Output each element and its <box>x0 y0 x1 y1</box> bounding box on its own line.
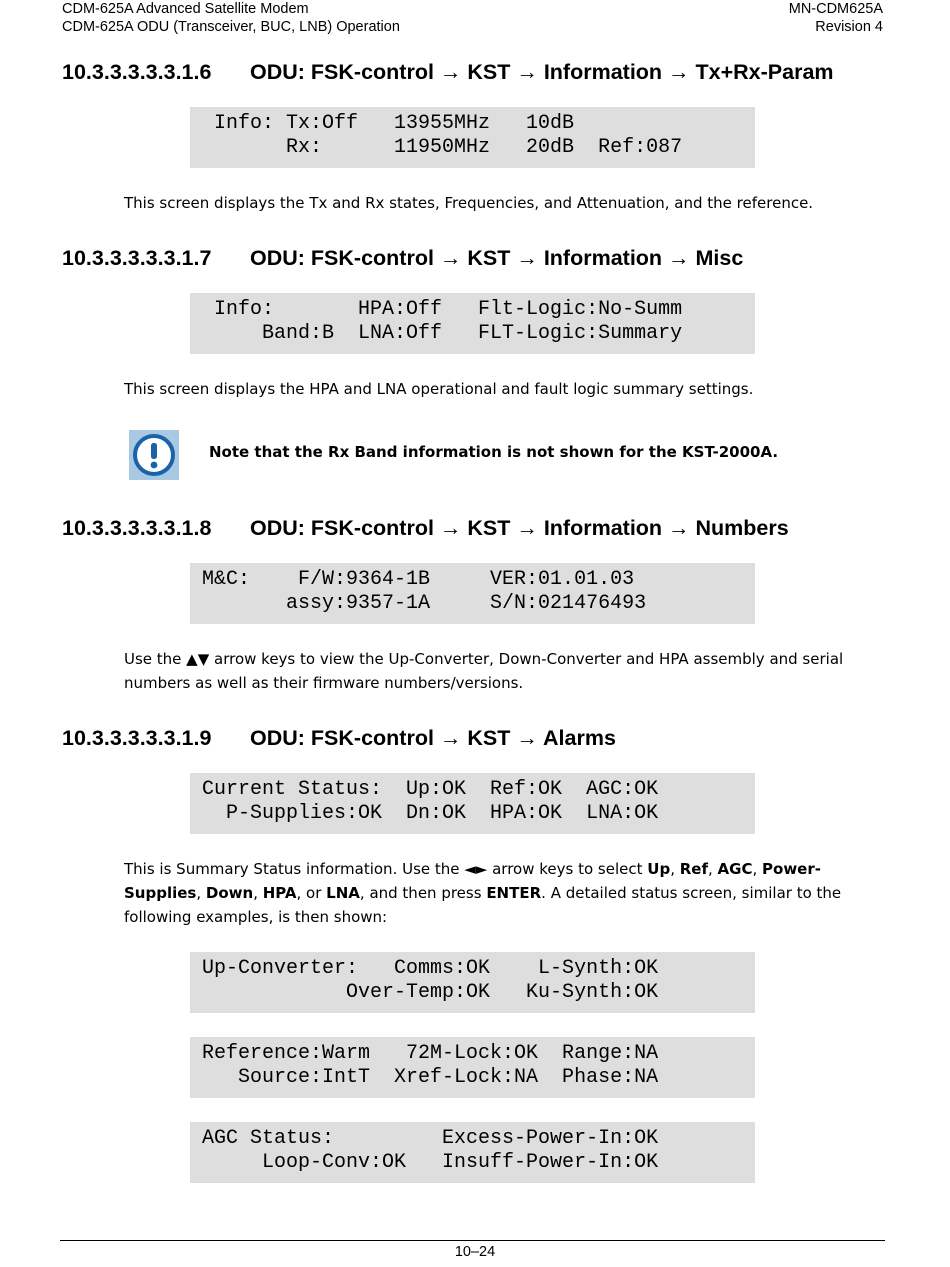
section-heading: 10.3.3.3.3.3.1.8 ODU: FSK-control → KST → Information → Numbers <box>62 516 789 540</box>
section-heading: 10.3.3.3.3.3.1.6 ODU: FSK-control → KST → Information → Tx+Rx-Param <box>62 60 834 84</box>
screen-line: Rx: 11950MHz 20dB Ref:087 <box>190 136 683 159</box>
lcd-screen <box>190 563 755 624</box>
document-title: CDM-625A Advanced Satellite Modem <box>62 1 309 17</box>
screen-line: Current Status: Up:OK Ref:OK AGC:OK <box>190 778 659 801</box>
note-text: Note that the Rx Band information is not shown for the KST-2000A. <box>209 443 779 461</box>
lcd-screen <box>190 1037 755 1098</box>
screen-line: AGC Status: Excess-Power-In:OK <box>190 1127 659 1150</box>
screen-line: P-Supplies:OK Dn:OK HPA:OK LNA:OK <box>190 802 659 825</box>
section-description: This screen displays the HPA and LNA operational and fault logic summary settings. <box>124 380 754 398</box>
footer-rule <box>60 1240 885 1241</box>
lcd-screen <box>190 293 755 354</box>
screen-line: M&C: F/W:9364-1B VER:01.01.03 <box>190 568 635 591</box>
screen-line: Loop-Conv:OK Insuff-Power-In:OK <box>190 1151 659 1174</box>
screen-line: assy:9357-1A S/N:021476493 <box>190 592 647 615</box>
page-number: 10–24 <box>454 1244 496 1260</box>
page-header-right <box>789 0 883 36</box>
lcd-screen <box>190 773 755 834</box>
screen-line: Info: HPA:Off Flt-Logic:No-Summ <box>190 298 683 321</box>
revision: Revision 4 <box>815 19 883 35</box>
chapter-title: CDM-625A ODU (Transceiver, BUC, LNB) Operation <box>62 19 400 35</box>
screen-line: Up-Converter: Comms:OK L-Synth:OK <box>190 957 659 980</box>
section-heading: 10.3.3.3.3.3.1.7 ODU: FSK-control → KST → Information → Misc <box>62 246 744 270</box>
section-description: This screen displays the Tx and Rx states, Frequencies, and Attenuation, and the reference. <box>124 194 814 212</box>
lcd-screen <box>190 952 755 1013</box>
lcd-screen <box>190 1122 755 1183</box>
screen-line: Info: Tx:Off 13955MHz 10dB <box>190 112 575 135</box>
important-note-icon <box>129 430 179 480</box>
screen-line: Reference:Warm 72M-Lock:OK Range:NA <box>190 1042 659 1065</box>
lcd-screen <box>190 107 755 168</box>
manual-number: MN-CDM625A <box>788 1 883 17</box>
section-description: Use the ▲▼ arrow keys to view the Up-Converter, Down-Converter and HPA assembly and serial numbers as well as their firmware numbers/versions. <box>124 650 844 692</box>
screen-line: Over-Temp:OK Ku-Synth:OK <box>190 981 659 1004</box>
screen-line: Source:IntT Xref-Lock:NA Phase:NA <box>190 1066 659 1089</box>
screen-line: Band:B LNA:Off FLT-Logic:Summary <box>190 322 683 345</box>
section-heading: 10.3.3.3.3.3.1.9 ODU: FSK-control → KST → Alarms <box>62 726 616 750</box>
section-description: This is Summary Status information. Use the ◄► arrow keys to select Up, Ref, AGC, Power-Supplies, Down, HPA, or LNA, and then press ENTER. A detailed status screen, similar to the following examples, is then shown: <box>124 860 842 926</box>
page-header-left <box>62 0 400 36</box>
